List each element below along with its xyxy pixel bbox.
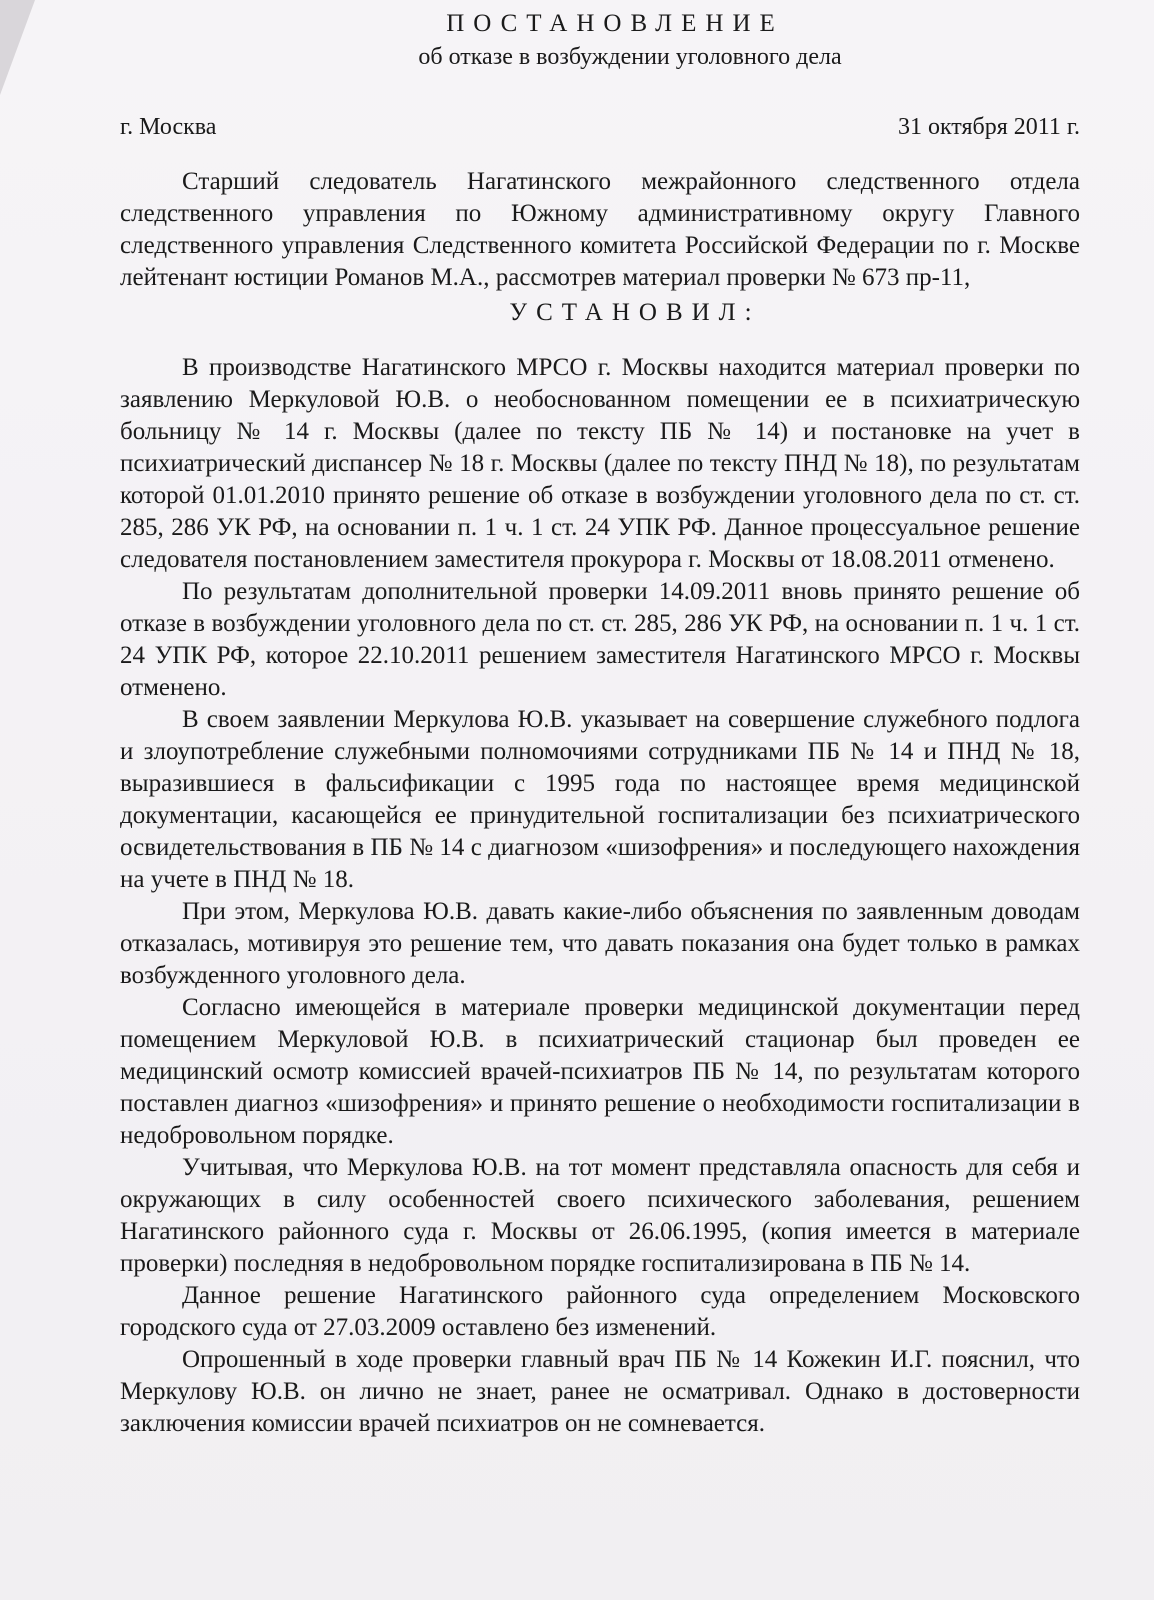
document-body <box>120 8 1080 1440</box>
paragraph-5: Согласно имеющейся в материале проверки медицинской документации перед помещением Меркуловой Ю.В. в психиатрический стационар был проведен ее медицинский осмотр комиссией врачей-психиатров ПБ № 14, по результатам которого поставлен диагноз «шизофрения» и принято решение о необходимости госпитализации в недобровольном порядке. <box>120 994 1080 1149</box>
paragraph-1: В производстве Нагатинского МРСО г. Москвы находится материал проверки по заявлению Меркуловой Ю.В. о необоснованном помещении ее в психиатрическую больницу № 14 г. Москвы (далее по тексту ПБ № 14) и постановке на учет в психиатрический диспансер № 18 г. Москвы (далее по тексту ПНД № 18), по результатам которой 01.01.2010 принято решение об отказе в возбуждении уголовного дела по ст. ст. 285, 286 УК РФ, на основании п. 1 ч. 1 ст. 24 УПК РФ. Данное процессуальное решение следователя постановлением заместителя прокурора г. Москвы от 18.08.2011 отменено. <box>120 354 1080 573</box>
section-heading: УСТАНОВИЛ: <box>509 299 761 326</box>
paragraph-6: Учитывая, что Меркулова Ю.В. на тот момент представляла опасность для себя и окружающих в силу особенностей своего психического заболевания, решением Нагатинского районного суда г. Москвы от 26.06.1995, (копия имеется в материале проверки) последняя в недобровольном порядке госпитализирована в ПБ № 14. <box>120 1154 1080 1277</box>
document-subtitle: об отказе в возбуждении уголовного дела <box>418 44 842 70</box>
folded-corner <box>0 0 35 95</box>
place: г. Москва <box>120 114 217 140</box>
place-date-line <box>120 110 1080 144</box>
paragraph-2: По результатам дополнительной проверки 14.09.2011 вновь принято решение об отказе в возбуждении уголовного дела по ст. ст. 285, 286 УК РФ, на основании п. 1 ч. 1 ст. 24 УПК РФ, которое 22.10.2011 решением заместителя Нагатинского МРСО г. Москвы отменено. <box>120 578 1080 701</box>
intro-paragraph: Старший следователь Нагатинского межрайонного следственного отдела следственного управления по Южному административному округу Главного следственного управления Следственного комитета Российской Федерации по г. Москве лейтенант юстиции Романов М.А., рассмотрев материал проверки № 673 пр-11, <box>120 168 1080 291</box>
paragraph-4: При этом, Меркулова Ю.В. давать какие-либо объяснения по заявленным доводам отказалась, мотивируя это решение тем, что давать показания она будет только в рамках возбужденного уголовного дела. <box>120 898 1080 989</box>
date: 31 октября 2011 г. <box>897 114 1080 140</box>
paragraph-7: Данное решение Нагатинского районного суда определением Московского городского суда от 27.03.2009 оставлено без изменений. <box>120 1282 1080 1341</box>
paragraph-3: В своем заявлении Меркулова Ю.В. указывает на совершение служебного подлога и злоупотребление служебными полномочиями сотрудниками ПБ № 14 и ПНД № 18, выразившиеся в фальсификации с 1995 года по настоящее время медицинской документации, касающейся ее принудительной госпитализации без психиатрического освидетельствования в ПБ № 14 с диагнозом «шизофрения» и последующего нахождения на учете в ПНД № 18. <box>120 706 1080 893</box>
paragraph-8: Опрошенный в ходе проверки главный врач ПБ № 14 Кожекин И.Г. пояснил, что Меркулову Ю.В. он лично не знает, ранее не осматривал. Однако в достоверности заключения комиссии врачей психиатров он не сомневается. <box>120 1346 1080 1437</box>
document-title: ПОСТАНОВЛЕНИЕ <box>446 10 784 37</box>
